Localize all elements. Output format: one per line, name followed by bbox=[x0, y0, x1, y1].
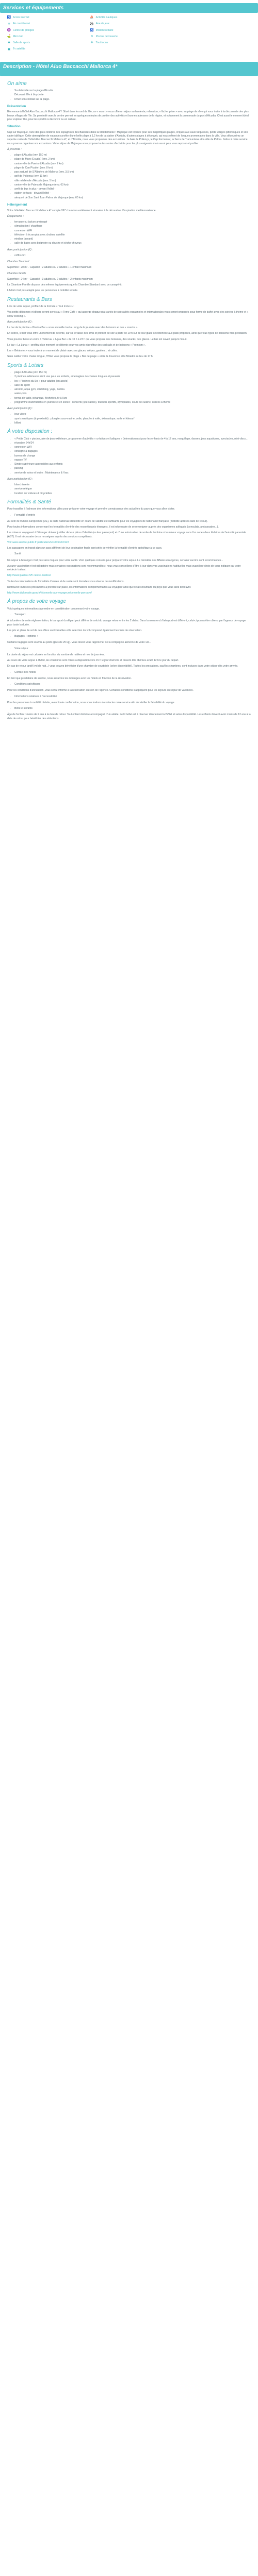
list-item: • service de soins et loisirs : Maintenance & Vrac bbox=[14, 471, 251, 475]
list-item: • Sa datavelle sur la plage d'Ecudia bbox=[14, 89, 251, 93]
formalites-text: Un séjour à l'étranger n'est pas sans risques pour votre santé. Voici quelques conseils pour préparer votre séjour. Le ministère des Affaires étrangères, certains vaccins sont recommandés... bbox=[7, 558, 223, 562]
apropos-list bbox=[7, 707, 251, 710]
apropos-title: À propos de votre voyage bbox=[7, 599, 66, 605]
service-item: ⛳ Mini club bbox=[7, 35, 23, 39]
list-item: • blanchisserie bbox=[14, 483, 251, 487]
hebergement-intro: Votre hôtel Aluo Baccacchi Mallorca 4* compte 267 chambres entièrement rénovées à la décoration d'inspiration méditerranéenne. bbox=[7, 209, 156, 212]
standard-room-text: Superficie : 20 m² - Capacité : 2 adultes ou 2 adultes + 1 enfant maximum bbox=[7, 266, 92, 269]
apropos-text: Âge de l'enfant : moins de 2 ans à la date de retour. Tout enfant doit être accompagné d'un adulte. Le lit bébé est à réserver directement à l'hôtel et selon disponibilité. Les enfants doivent avoir moins de 12 ans à la date de retour pour bénéficier des réductions. bbox=[7, 713, 251, 720]
service-item bbox=[173, 22, 251, 26]
paid-list bbox=[7, 254, 251, 258]
formalites-title: Formalités & Santé bbox=[7, 499, 52, 505]
service-item: ⛵ Activités nautiques bbox=[90, 16, 118, 20]
apropos-text: Certains bagages sont soumis au poids (plus de 25 kg). Vous devez vous rapprocher de la compagnie aérienne de votre vol... bbox=[7, 641, 151, 645]
apropos-text: La durée du séjour est calculée en fonction du nombre de nuitées et non de journées. bbox=[7, 653, 105, 656]
list-item: • coffre-fort bbox=[14, 254, 251, 258]
family-room-note: La Chambre Famille dispose des mêmes équipements que la Chambre Standard avec un canapé-lit. bbox=[7, 283, 122, 287]
formalites-text: Retrouvez toutes les précautions à prendre sur place, les informations complémentaires au voyageur ainsi que l'état sécuritaire du pays que vous allez découvrir. bbox=[7, 585, 191, 589]
apropos-text: Les prix et plans de vol de ces offres sont variables et la sélection du vol comprend également les frais de réservation. bbox=[7, 629, 142, 632]
list-item: • plage d'Alcudia (env. 150 m) bbox=[14, 154, 251, 157]
people-icon: ☻ bbox=[7, 41, 11, 45]
list-item: • billard bbox=[14, 421, 251, 425]
on-aime-list bbox=[7, 89, 251, 101]
family-room-note-2: L'hôtel n'est pas adapté pour les personnes à mobilité réduite. bbox=[7, 289, 78, 293]
list-item: • Transport bbox=[14, 613, 251, 617]
distances-list bbox=[7, 154, 251, 200]
list-item: • centre-ville de Palma de Majorque (env. 63 km) bbox=[14, 183, 251, 187]
list-item: • Conditions spécifiques bbox=[14, 683, 251, 686]
list-item: • Découvrir l'île à bicyclette bbox=[14, 93, 251, 97]
list-item: • bureau de change bbox=[14, 454, 251, 458]
golf-icon: ⛳ bbox=[7, 35, 11, 39]
apropos-text: À la lumière de cette réglementation, le transport du départ peut différer de celui du voyage retour entre les 2 dates. Dans la mesure où l'aéroport est différent, celui-ci pourra être obtenu par l'agence de voyage pour toute la durée. bbox=[7, 619, 246, 626]
paid-intro: Avec participation (€) : bbox=[7, 407, 33, 411]
presentation-text: Bienvenue à l'hôtel Aluo Baccacchi Mallorca 4* ! Situé dans le nord de l'île, ce « resort » vous offre un séjour au farniente, relaxation, « lâcher prise » avec sa plage de rêve qui vous invite à la découverte des plus beaux villages de l'île. Sa proximité avec le centre permet en quelques minutes de profiter des activités et bonnes adresses de la région, et notamment la promenade du port d'Alcudia. C'est aussi le moment idéal pour explorer l'île, pour les sportifs à découvrir ou en culture. bbox=[7, 110, 249, 121]
restaurants-title: Restaurants & Bars bbox=[7, 296, 52, 302]
services-heading: Services et équipements bbox=[3, 5, 64, 11]
list-item: • Contact des hôtels bbox=[14, 671, 251, 674]
description-body bbox=[0, 80, 258, 721]
apropos-text: Pour les personnes à mobilité réduite, avant toute confirmation, nous vous invitons à contacter notre service afin de vérifier la faisabilité du voyage. bbox=[7, 701, 175, 704]
list-item: • location de voitures & bicyclettes bbox=[14, 492, 251, 496]
formalites-text: Les passagers en transit dans un pays différent de leur destination finale sont priés de vérifier la formalité d'entrée spécifique à ce pays. bbox=[7, 547, 163, 550]
restaurants-text: Les « Gelaterie » vous invite à un moment de plaisir avec ses glaces, crêpes, gaufres... et cafés. bbox=[7, 349, 118, 353]
list-item: • programme d'animations en journée et en soirée : concerts (spectacles), tournois sportifs, olympiades, cours de cuisine, soirées à thème bbox=[14, 401, 251, 404]
list-item: • sports nautiques (à proximité) : plongée sous-marine, voile, planche à voile, ski nautique, surfe et kitesurf bbox=[14, 417, 251, 421]
description-banner bbox=[0, 62, 258, 77]
list-item: • arrêt de bus le plus - devant l'hôtel - bbox=[14, 188, 251, 191]
description-heading: Description - Hôtel Aluo Baccacchi Mallorca 4* bbox=[3, 63, 118, 70]
situation-title: Situation bbox=[7, 125, 21, 129]
restaurants-text: Le bar « La Luna » : profitez d'un moment de détente pour vos amis et profitez des cocktails et de boissons « Premium ». bbox=[7, 343, 146, 347]
list-item: • espace TV bbox=[14, 459, 251, 462]
distances-intro: À proximité : bbox=[7, 147, 22, 151]
list-item: • Informations relatives à l'accessibilité bbox=[14, 695, 251, 699]
formalites-text: Aucune vaccination n'est obligatoire mais certaines vaccinations sont recommandées : nous vous conseillons d'être à jour dans vos vaccinations habituelles mais avant leur choix de vous indiquer par votre médecin traitant. bbox=[7, 564, 241, 572]
paid-list bbox=[7, 413, 251, 425]
service-item: ☻ Salle de sports bbox=[7, 41, 30, 45]
list-item: • plage d'Alcudia (env. 150 m) bbox=[14, 371, 251, 375]
hebergement-title: Hébergement bbox=[7, 203, 27, 207]
restaurants-text: Avec participation (€) : bbox=[7, 320, 33, 324]
restaurants-text: Sans oublier votre chaise longue, l'Hôtel vous propose la plage « Bar de plage » entre la Jouvence et le Mirador au lieu de 17 h. bbox=[7, 355, 154, 359]
equipments-intro: Équipements : bbox=[7, 214, 24, 218]
formalites-text: Les mineurs voyageant à l'étranger doivent justifier de leur pièce d'identité (ou leur passeport) et d'une autorisation de sortie de territoire si le mineur voyage sans l'un ou les deux titulaires de l'autorité parentale (AST). Il est nécessaire de se renseigner auprès des services compétents. bbox=[7, 531, 246, 538]
paid-intro: Avec participation (€) : bbox=[7, 248, 33, 251]
list-item: • réception 24h/24 bbox=[14, 442, 251, 445]
paid-list bbox=[7, 483, 251, 496]
list-item: • climatisation / chauffage bbox=[14, 225, 251, 228]
service-item: ⚽ Aire de jeux bbox=[90, 22, 110, 26]
formalites-text: Au sein de l'Union européenne (UE), la carte nationale d'identité en cours de validité est suffisante pour les voyageurs de nationalité française (mobilité après la date de retour). bbox=[7, 519, 208, 523]
list-item: • parking bbox=[14, 467, 251, 470]
service-item bbox=[173, 35, 251, 39]
service-item: ♒ Centre de plongée bbox=[7, 28, 35, 32]
wheelchair-icon: ♿ bbox=[7, 16, 11, 20]
service-item: ♿ Mobilité réduite bbox=[90, 28, 114, 32]
pool-icon: ≋ bbox=[90, 35, 93, 39]
equipments-list bbox=[7, 221, 251, 246]
family-room-text: Superficie : 24 m² - Capacité : 3 adultes ou 2 adultes + 2 enfants maximum bbox=[7, 277, 93, 281]
service-item: ✚ Tout inclus bbox=[90, 41, 108, 45]
service-item: ❄ Air conditionné bbox=[7, 22, 30, 26]
formalites-text: Pour toutes informations concernant les formalités d'entrée des ressortissants étrangers, il est nécessaire de se renseigner auprès des organismes adéquats (consulats, ambassades...). bbox=[7, 526, 219, 529]
formalites-list bbox=[7, 514, 251, 517]
snowflake-icon: ❄ bbox=[7, 22, 11, 26]
services-dispo-title: À votre disposition : bbox=[7, 429, 53, 435]
service-item bbox=[173, 41, 251, 45]
apropos-list bbox=[7, 635, 251, 638]
apropos-text: En cas de retour tardif (vol de nuit...) vous pouvez bénéficier d'une chambre de courtoisie (selon disponibilité). Toutes les prestations, sauf les chambres, sont incluses dans votre séjour dès votre arrivée. bbox=[7, 665, 238, 668]
apropos-list bbox=[7, 613, 251, 617]
dumbbell-icon: ♒ bbox=[7, 28, 11, 32]
list-item: • Bébé et enfants bbox=[14, 707, 251, 710]
formalites-link[interactable]: http://www.diplomatie.gouv.fr/fr/conseils-aux-voyageurs/conseils-par-pays/ bbox=[7, 591, 92, 595]
list-item: • 2 piscines extérieures dont une pour les enfants, aménagées de chaises longues et parasols bbox=[14, 375, 251, 379]
list-item: • station de taxis - devant l'hôtel - bbox=[14, 192, 251, 195]
services-dispo-list bbox=[7, 437, 251, 475]
formalites-link[interactable]: http://www.pasteur.fr/fr centre-medical bbox=[7, 574, 51, 578]
list-item: • les « Piscines du Sol » pour adultes (en accès) bbox=[14, 380, 251, 383]
situation-text: Cap sur Majorque, l'une des plus célèbres îles espagnoles des Baléares dans la Méditerranée ! Majorque est réputée pour ses magnifiques plages, criques aux eaux turquoises, petits villages pittoresques et son cadre idyllique. Cette atmosphère de vacances profite d'une belle plage à 1,2 km de la station d'Alcúdia, d'autres plages à découvrir, qui nous offrent de longues promenades dans la ville. Vous découvrirez un superbe cadre de l'hôtel Aluo Baccacchi Mallorca 4*, et d'Alcúdia, nous vous proposons des excursions : la baie de Pollença, le Cap Formentor, la Serra de Tramuntana et la ville de Palma. Grâce à notre service vous pourrez organiser vos excursions. Votre séjour de Majorque vous propose toutes sortes d'activités pour les plus exigeants mais aussi pour vous reposer et profiter. bbox=[7, 130, 248, 145]
formalites-intro: Pour travailler à l'adresse des informations utiles pour préparer votre voyage et prendre connaissance des actualités du pays que vous allez visiter. bbox=[7, 507, 175, 511]
list-item: • Single supérieure accessibles aux enfants bbox=[14, 463, 251, 466]
services-banner bbox=[0, 3, 258, 23]
list-item: • terrasse ou balcon aménagé bbox=[14, 221, 251, 224]
restaurant-icon: ✚ bbox=[90, 41, 93, 45]
standard-room-title: Chambre Standard bbox=[7, 260, 29, 264]
presentation-title: Présentation bbox=[7, 105, 26, 108]
list-item: • tennis de table, pétanque, fléchettes, tir à l'arc bbox=[14, 397, 251, 400]
wheelchair-icon: ♿ bbox=[90, 28, 94, 32]
tv-icon: ▣ bbox=[7, 47, 11, 51]
restaurants-text: Vous pourrez boire un verre à l'hôtel au « Agua Bar » de 10 h à 23 h qui vous propose des boissons, des snacks, des glaces. Le bar est ouvert jusqu'à minuit. bbox=[7, 337, 187, 341]
list-item: • centre-ville de Puerto d'Alcudia (env. 2 km) bbox=[14, 162, 251, 166]
apropos-list bbox=[7, 671, 251, 674]
play-icon: ⚽ bbox=[90, 22, 94, 26]
list-item: • plage de Can Picafort (env. 8 km) bbox=[14, 166, 251, 170]
apropos-list bbox=[7, 683, 251, 686]
list-item: • Dîner son cocktail sur la plage. bbox=[14, 98, 251, 101]
list-item: • salle de bains avec baignoire ou douche et sèche-cheveux bbox=[14, 242, 251, 245]
list-item: • ville médiévale d'Alcudia (env. 5 km) bbox=[14, 179, 251, 183]
list-item: • consigne à bagages bbox=[14, 450, 251, 453]
formalites-text: Toutes les informations de formalités d'entrée et de santé sont données sous réserve de modifications. bbox=[7, 580, 124, 583]
formalites-link[interactable]: Voir www.service-public.fr particuliers/vosdroits/F1922 bbox=[7, 540, 69, 544]
list-item: • Bagages + options + bbox=[14, 635, 251, 638]
sante-list bbox=[7, 552, 251, 556]
apropos-text: En tant que prestataire de service, nous assurons les échanges avec les hôtels en fonction de la réservation. bbox=[7, 676, 132, 680]
paid-intro: Avec participation (€) : bbox=[7, 477, 33, 481]
sports-title: Sports & Loisirs bbox=[7, 362, 44, 368]
restaurants-text: Vos petits-déjeuners et dîners seront servis au « Terra Cafè » qui accorge chaque plat variés de spécialités espagnoles et internationales vous seront proposés sous forme de buffet avec des soirées à thème et « show cooking ». bbox=[7, 311, 249, 318]
list-item: • minibar (payant) bbox=[14, 238, 251, 241]
list-item: • parc naturel de S'Albufera de Mallorca (env. 3,5 km) bbox=[14, 171, 251, 174]
list-item: • salle de sport bbox=[14, 384, 251, 387]
apropos-text: Au cours de votre séjour à l'hôtel, les chambres sont mises à disposition vers 15 h le jour d'arrivée et doivent être libérées avant 12 h le jour du départ. bbox=[7, 659, 179, 663]
service-item bbox=[173, 29, 251, 32]
list-item: • service rélégue bbox=[14, 487, 251, 491]
list-item: • aéroport de Son Sant Joan Palma de Majorque (env. 60 km) bbox=[14, 196, 251, 200]
apropos-text: Pour les conditions d'annulation, vous serez informé à la réservation au sein de l'agence. Certaines conditions s'appliquent pour les séjours en séjour de vacances. bbox=[7, 689, 194, 692]
sports-list bbox=[7, 371, 251, 404]
list-item: • Formalité d'entrée bbox=[14, 514, 251, 517]
activities-icon: ⛵ bbox=[90, 16, 94, 20]
apropos-intro: Voici quelques informations à prendre en considération concernant votre voyage. bbox=[7, 607, 100, 611]
service-item: ≋ Piscine découverte bbox=[90, 35, 118, 39]
list-item: • plage de Muro (Ecudia) (env. 2 km) bbox=[14, 158, 251, 161]
list-item: • connexion WiFi bbox=[14, 229, 251, 233]
list-item: • water-polo bbox=[14, 392, 251, 396]
apropos-list bbox=[7, 647, 251, 651]
list-item: • jeux vidéo bbox=[14, 413, 251, 416]
family-room-title: Chambre famille bbox=[7, 272, 26, 275]
list-item: • Votre séjour bbox=[14, 647, 251, 651]
list-item: • « Petits Club » piscine, aire de jeux extérieure, programme d'activités « créatives et ludiques » (internationaux) pour les enfants de 4 à 12 ans, maquillage, danses, jeux aquatiques, spectacles, mini-disco... bbox=[14, 437, 251, 441]
list-item: • connexion WiFi bbox=[14, 446, 251, 449]
apropos-list bbox=[7, 695, 251, 699]
list-item: • télévision à écran plat avec chaînes satellite bbox=[14, 233, 251, 237]
restaurants-text: Le bar de la piscine « Piscina Bar » vous accueille tout au long de la journée avec des boissons et des « snacks ». bbox=[7, 326, 138, 330]
list-item: • Santé bbox=[14, 552, 251, 556]
service-item: ▣ Tv satellite bbox=[7, 47, 25, 51]
restaurants-text: Lors de votre séjour, profitez de la formule « Tout Inclus » : bbox=[7, 305, 74, 309]
restaurants-text: En soirée, le bar vous offre un moment de détente, sur sa terrasse des amis et profitez de soir à partir de 19 h sur de leur glace sélectionnée aux plats proposés, ainsi que tous types de boissons hors prestation. bbox=[7, 332, 248, 335]
list-item: • aérobic, aqua gym, stretching, yoga, zumba bbox=[14, 388, 251, 392]
list-item: • golf de Pollensa (env. 11 km) bbox=[14, 175, 251, 178]
on-aime-title: On aime bbox=[7, 80, 27, 87]
service-item: ♿ Accès internet bbox=[7, 16, 29, 20]
